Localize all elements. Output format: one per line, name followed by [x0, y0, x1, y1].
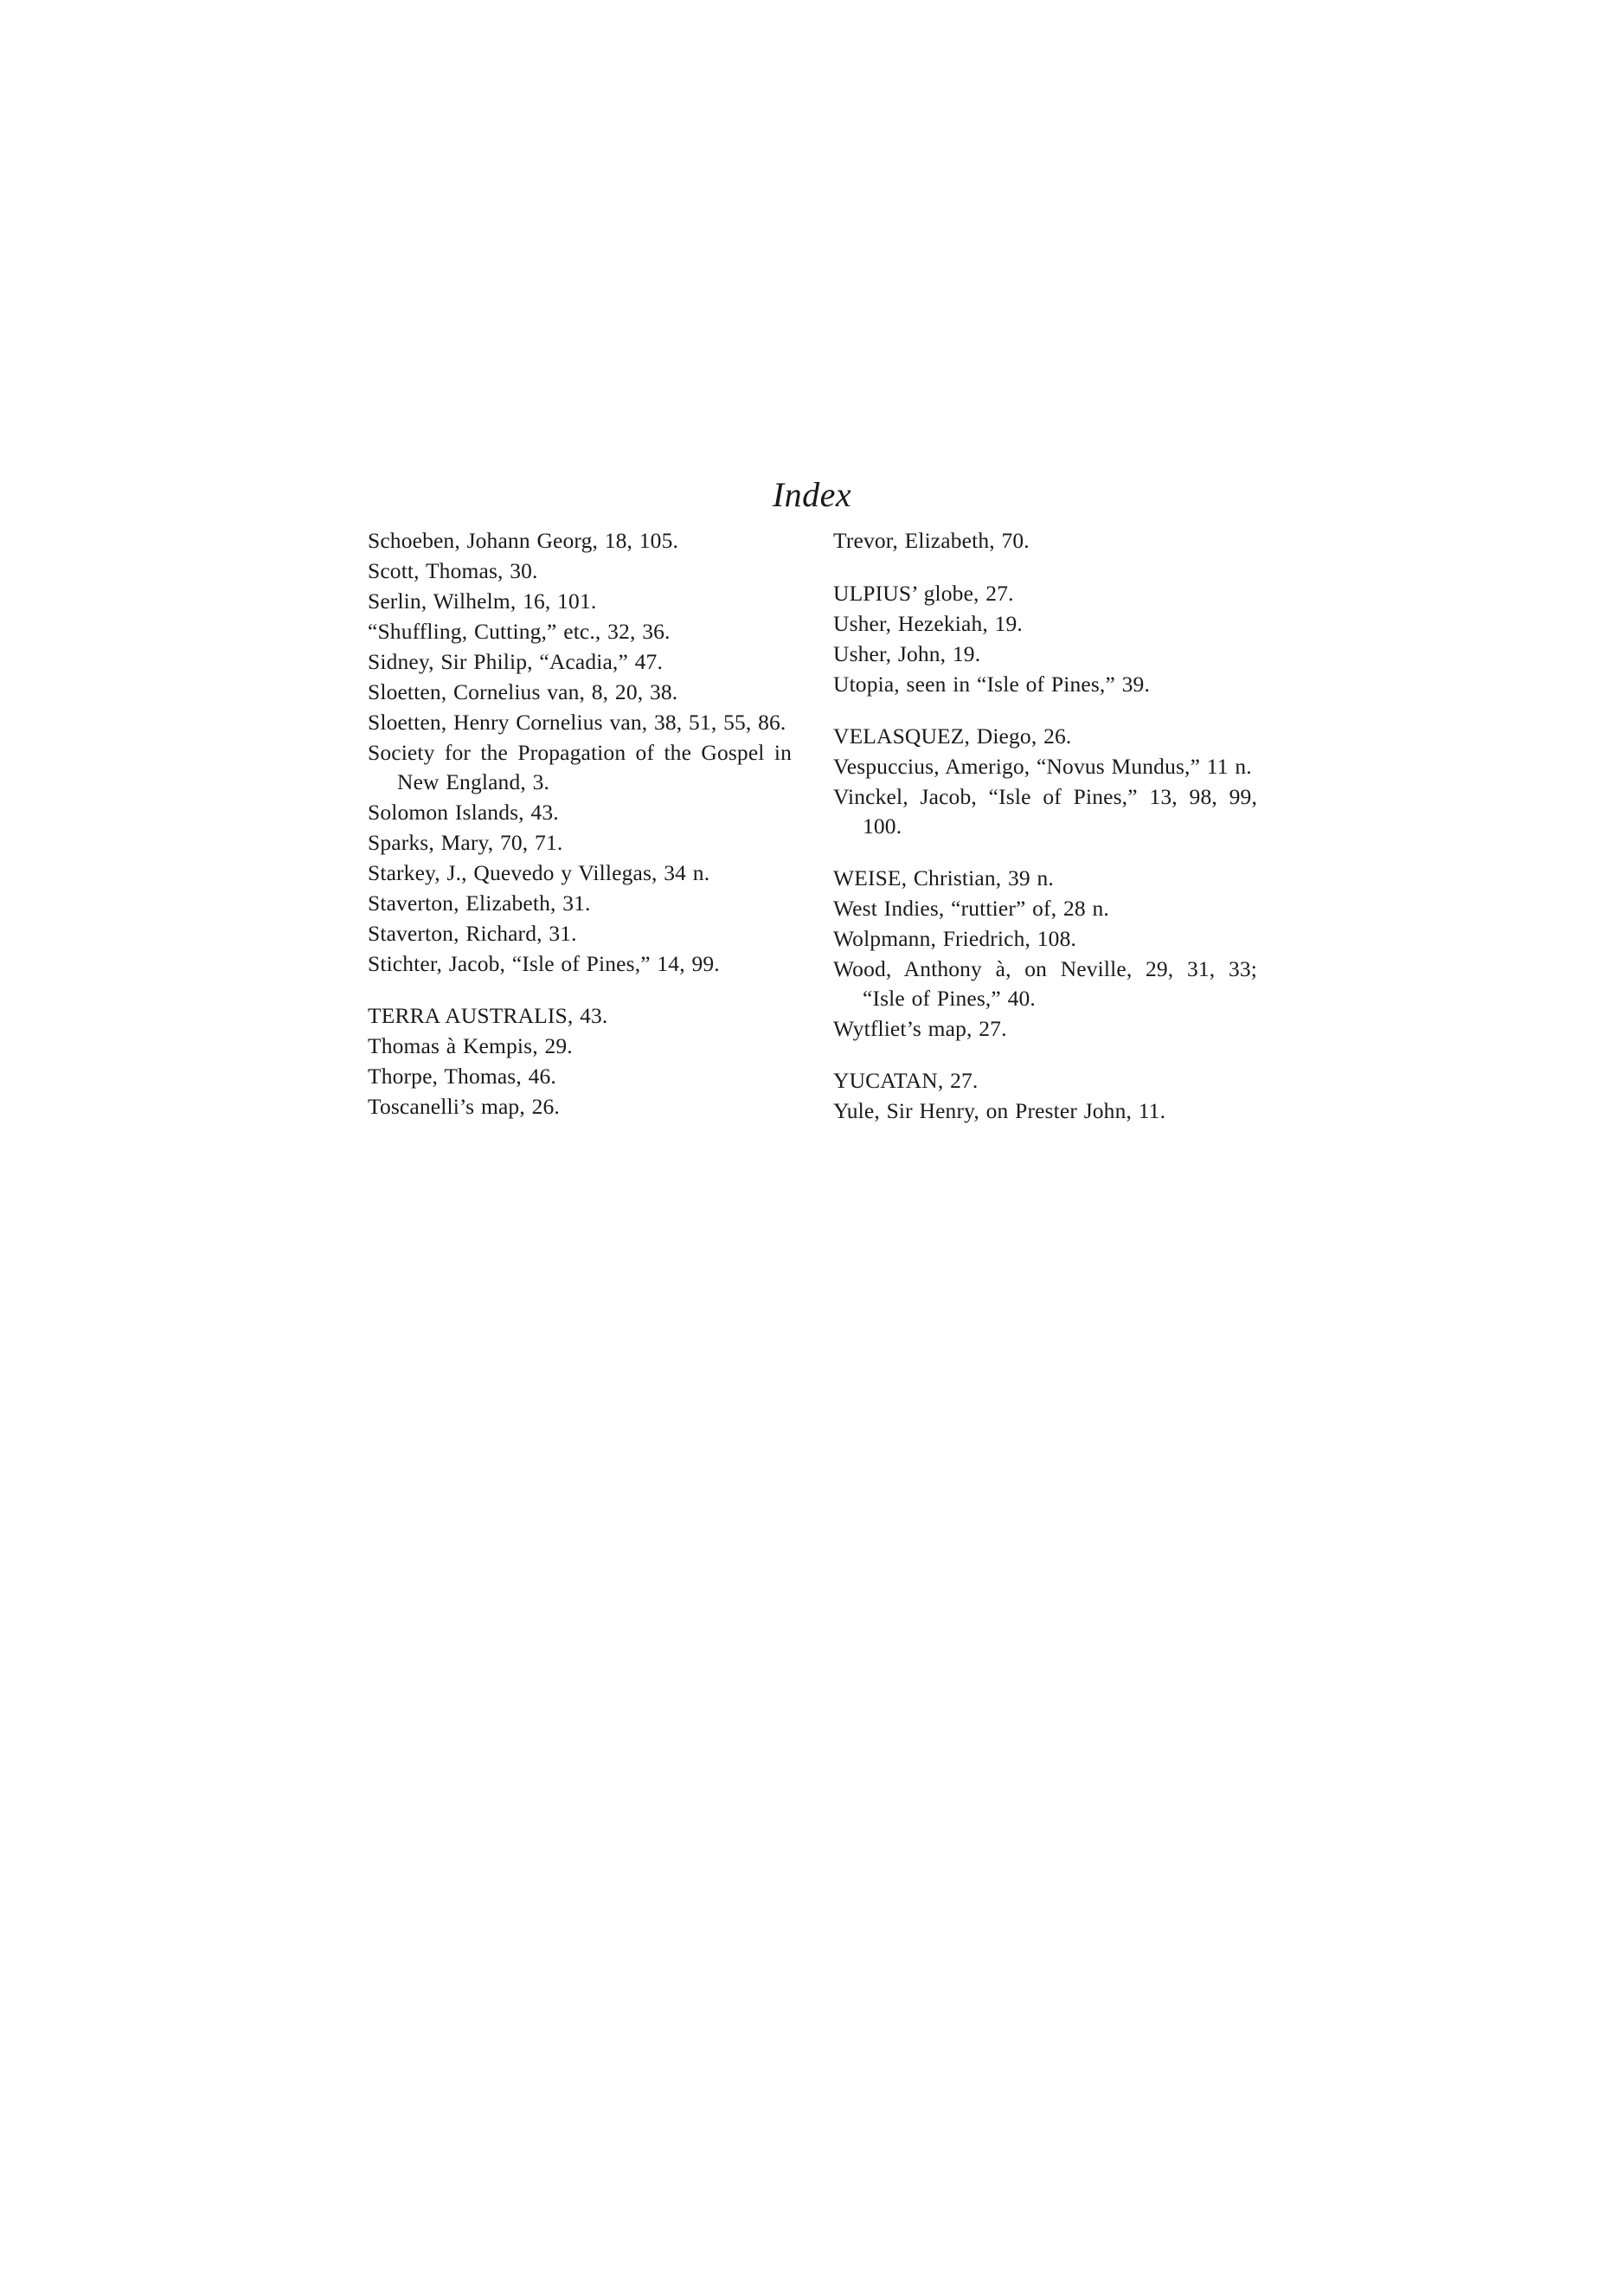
- index-entry: Yule, Sir Henry, on Prester John, 11.: [833, 1098, 1166, 1123]
- index-entry: Solomon Islands, 43.: [368, 799, 559, 825]
- index-entry: Staverton, Elizabeth, 31.: [368, 890, 591, 916]
- index-columns: [368, 526, 1259, 1127]
- index-entry: Wolpmann, Friedrich, 108.: [833, 926, 1077, 951]
- index-entry: Society for the Propagation of the Gospel in New England, 3.: [368, 740, 792, 794]
- index-entry: Stichter, Jacob, “Isle of Pines,” 14, 99.: [368, 950, 720, 976]
- index-entry: Usher, Hezekiah, 19.: [833, 610, 1023, 636]
- index-entry: Starkey, J., Quevedo y Villegas, 34 n.: [368, 859, 710, 885]
- index-entry: Wood, Anthony à, on Neville, 29, 31, 33; “Isle of Pines,” 40.: [833, 956, 1257, 1011]
- index-entry: Sloetten, Cornelius van, 8, 20, 38.: [368, 679, 678, 704]
- index-entry: Vespuccius, Amerigo, “Novus Mundus,” 11 n.: [833, 754, 1252, 779]
- index-entry: TERRA AUSTRALIS, 43.: [368, 1003, 608, 1028]
- index-entry: WEISE, Christian, 39 n.: [833, 865, 1054, 890]
- index-entry: West Indies, “ruttier” of, 28 n.: [833, 896, 1109, 921]
- index-entry: Sloetten, Henry Cornelius van, 38, 51, 55, 86.: [368, 710, 786, 735]
- index-entry: Usher, John, 19.: [833, 640, 981, 666]
- index-entry: Schoeben, Johann Georg, 18, 105.: [368, 528, 678, 553]
- index-entry: Wytfliet’s map, 27.: [833, 1015, 1007, 1041]
- index-entry: “Shuffling, Cutting,” etc., 32, 36.: [368, 619, 671, 644]
- index-entry: Thorpe, Thomas, 46.: [368, 1064, 556, 1089]
- index-entry: Sparks, Mary, 70, 71.: [368, 829, 563, 855]
- index-entry: Vinckel, Jacob, “Isle of Pines,” 13, 98, 99, 100.: [833, 784, 1257, 839]
- index-entry: Thomas à Kempis, 29.: [368, 1033, 573, 1058]
- right-column: [833, 526, 1257, 1127]
- index-entry: YUCATAN, 27.: [833, 1068, 979, 1093]
- index-entry: Scott, Thomas, 30.: [368, 558, 538, 583]
- index-entry: Serlin, Wilhelm, 16, 101.: [368, 588, 597, 614]
- index-entry: Toscanelli’s map, 26.: [368, 1094, 560, 1119]
- index-entry: ULPIUS’ globe, 27.: [833, 580, 1014, 606]
- index-entry: Trevor, Elizabeth, 70.: [833, 528, 1030, 553]
- index-entry: Utopia, seen in “Isle of Pines,” 39.: [833, 671, 1150, 697]
- index-entry: Sidney, Sir Philip, “Acadia,” 47.: [368, 649, 663, 674]
- index-entry: VELASQUEZ, Diego, 26.: [833, 723, 1072, 749]
- index-entry: Staverton, Richard, 31.: [368, 920, 577, 946]
- left-column: [368, 526, 792, 1127]
- page-title: Index: [772, 475, 852, 514]
